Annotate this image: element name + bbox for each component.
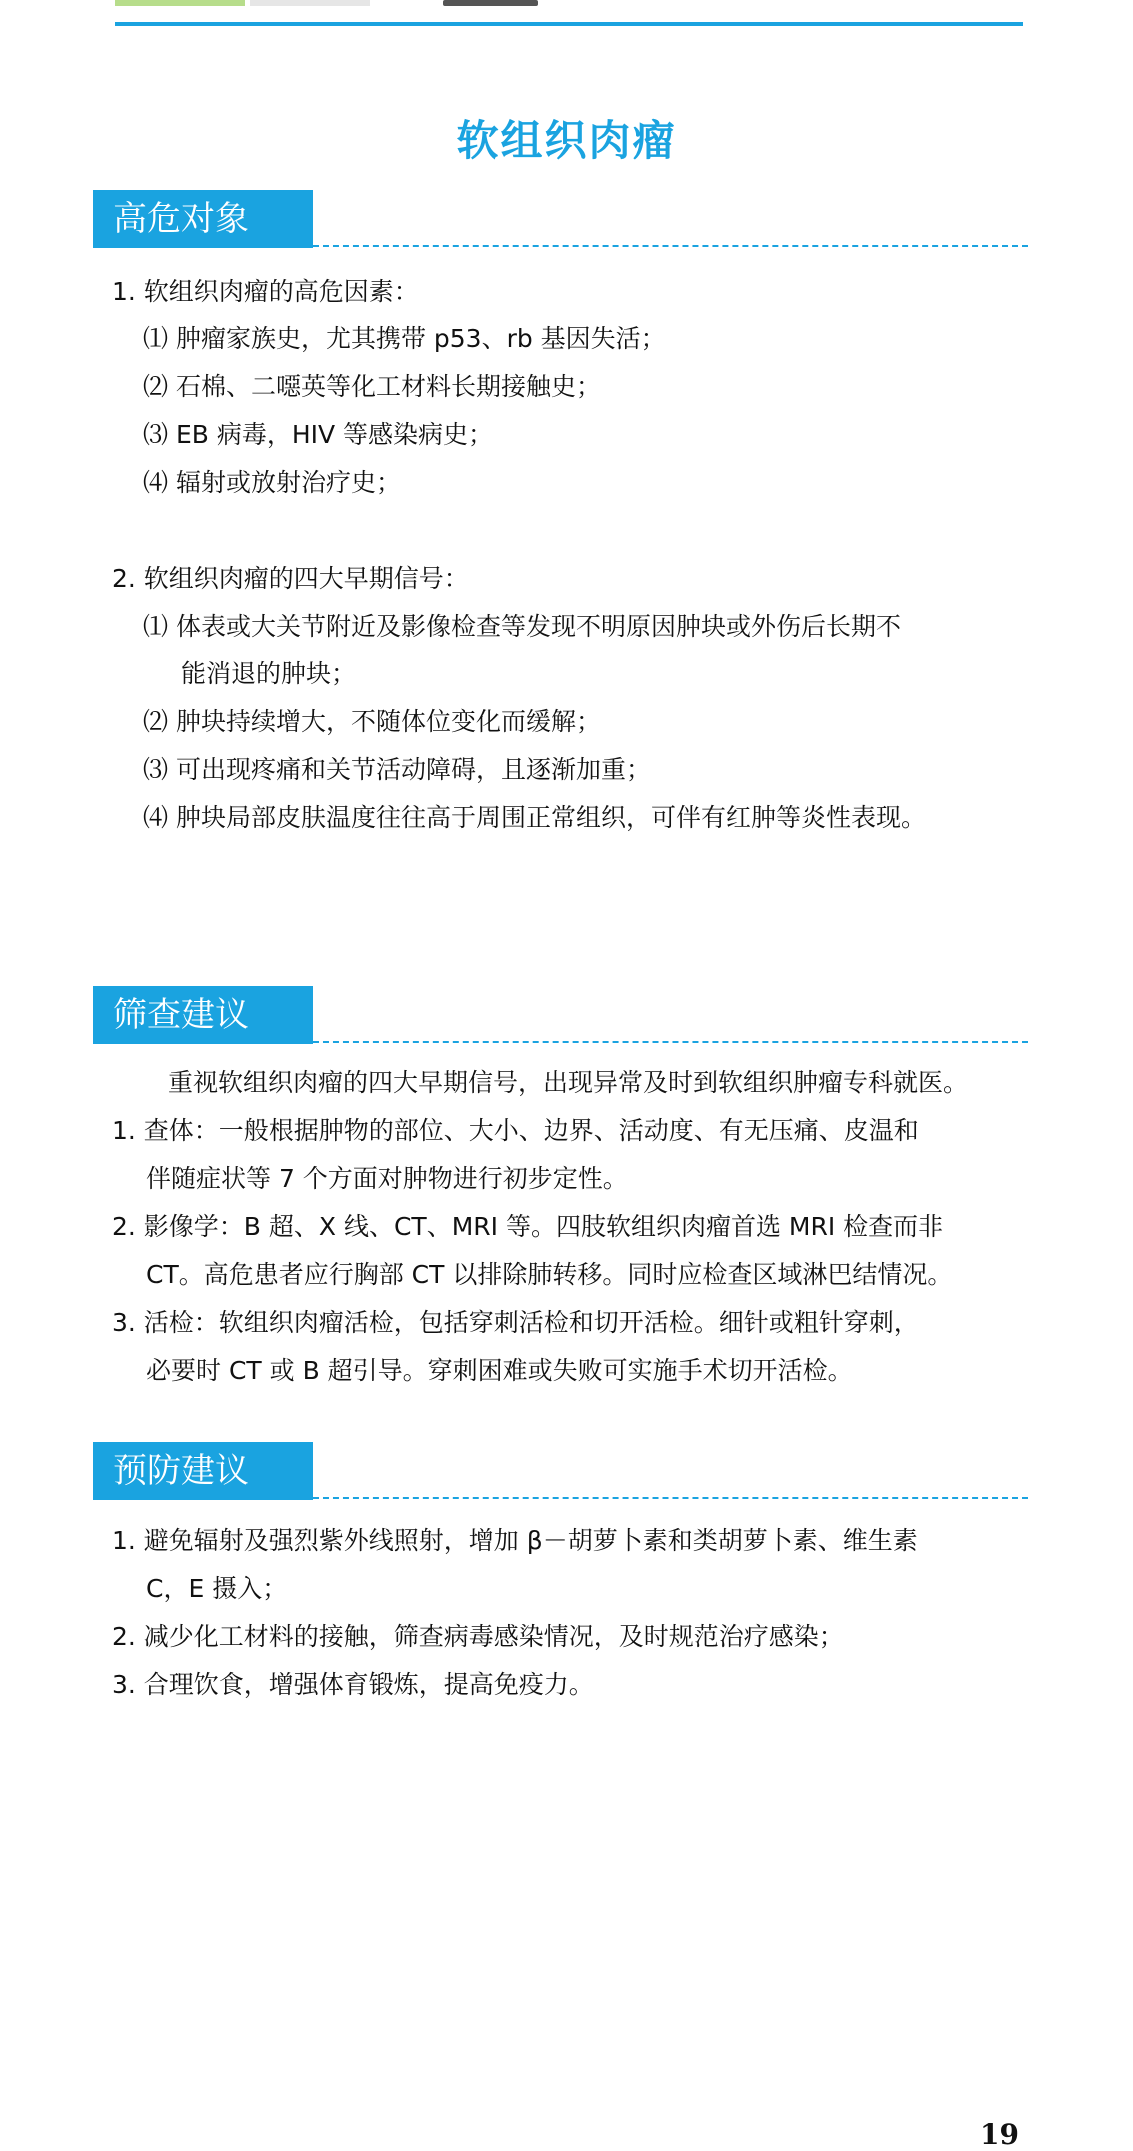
- list-item: 3. 合理饮食，增强体育锻炼，提高免疫力。: [112, 1670, 594, 1699]
- section-title: 预防建议: [93, 1442, 313, 1500]
- paragraph: 重视软组织肉瘤的四大早期信号，出现异常及时到软组织肿瘤专科就医。: [168, 1068, 969, 1097]
- top-rule: [115, 22, 1023, 26]
- page-number: 19: [980, 2118, 1019, 2151]
- list-item: ⑷ 肿块局部皮肤温度往往高于周围正常组织，可伴有红肿等炎性表现。: [143, 803, 926, 832]
- section-title: 筛查建议: [93, 986, 313, 1044]
- list-item: 2. 影像学：B 超、X 线、CT、MRI 等。四肢软组织肉瘤首选 MRI 检查而非: [112, 1212, 944, 1241]
- list-item: ⑷ 辐射或放射治疗史；: [143, 468, 401, 497]
- list-item: ⑵ 肿块持续增大，不随体位变化而缓解；: [143, 707, 601, 736]
- list-item: 2. 软组织肉瘤的四大早期信号：: [112, 564, 469, 593]
- list-item: 3. 活检：软组织肉瘤活检，包括穿刺活检和切开活检。细针或粗针穿刺，: [112, 1308, 919, 1337]
- list-item: 1. 软组织肉瘤的高危因素：: [112, 277, 419, 306]
- dashed-divider: [313, 1041, 1028, 1043]
- list-item: ⑵ 石棉、二噁英等化工材料长期接触史；: [143, 372, 601, 401]
- list-item-continuation: CT。高危患者应行胸部 CT 以排除肺转移。同时应检查区域淋巴结情况。: [146, 1260, 953, 1289]
- page-title: 软组织肉瘤: [456, 116, 677, 165]
- section-header-high-risk: [93, 190, 1028, 250]
- list-item: ⑶ EB 病毒，HIV 等感染病史；: [143, 420, 494, 449]
- list-item-continuation: 必要时 CT 或 B 超引导。穿刺困难或失败可实施手术切开活检。: [146, 1356, 853, 1385]
- dashed-divider: [313, 1497, 1028, 1499]
- list-item-continuation: 能消退的肿块；: [181, 659, 357, 688]
- dashed-divider: [313, 245, 1028, 247]
- section-title: 高危对象: [93, 190, 313, 248]
- list-item: 1. 避免辐射及强烈紫外线照射，增加 β－胡萝卜素和类胡萝卜素、维生素: [112, 1526, 918, 1555]
- header-text-fragment: [443, 0, 538, 6]
- header-strip: [250, 0, 370, 6]
- section-header-prevention: [93, 1442, 1028, 1502]
- list-item: ⑶ 可出现疼痛和关节活动障碍，且逐渐加重；: [143, 755, 651, 784]
- list-item: ⑴ 体表或大关节附近及影像检查等发现不明原因肿块或外伤后长期不: [143, 612, 901, 641]
- header-remnant: [115, 0, 415, 8]
- section-header-screening: [93, 986, 1028, 1046]
- list-item: 1. 查体：一般根据肿物的部位、大小、边界、活动度、有无压痛、皮温和: [112, 1116, 919, 1145]
- list-item: ⑴ 肿瘤家族史，尤其携带 p53、rb 基因失活；: [143, 324, 666, 353]
- list-item: 2. 减少化工材料的接触，筛查病毒感染情况，及时规范治疗感染；: [112, 1622, 844, 1651]
- list-item-continuation: C，E 摄入；: [146, 1574, 288, 1603]
- header-logo-strip: [115, 0, 245, 6]
- list-item-continuation: 伴随症状等 7 个方面对肿物进行初步定性。: [146, 1164, 628, 1193]
